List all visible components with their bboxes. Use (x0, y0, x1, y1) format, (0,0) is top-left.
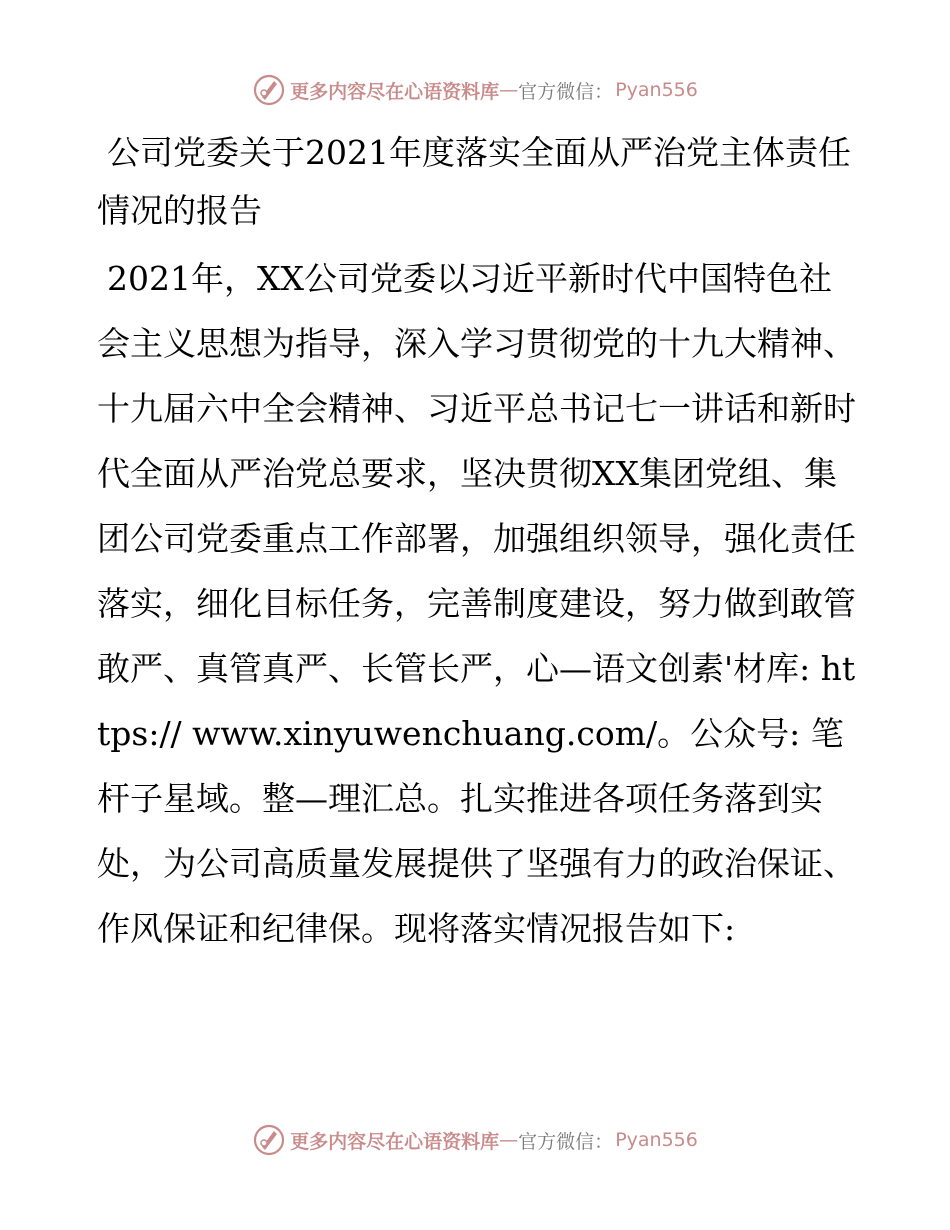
logo-icon (252, 1123, 286, 1157)
banner-dash: — (499, 1129, 519, 1151)
footer-banner (0, 1120, 950, 1160)
document-title: 公司党委关于2021年度落实全面从严治党主体责任情况的报告 (97, 133, 851, 230)
banner-sub-text: 官方微信： (518, 80, 614, 103)
banner-main-text: 更多内容尽在心语资料库 (290, 80, 500, 103)
banner-wechat-id: Pyan556 (615, 79, 698, 101)
header-banner (0, 70, 950, 110)
logo-icon (252, 73, 286, 107)
banner-sub-text: 官方微信： (518, 1130, 614, 1153)
banner-main-text: 更多内容尽在心语资料库 (290, 1130, 500, 1153)
banner-wechat-id: Pyan556 (615, 1129, 698, 1151)
banner-dash: — (499, 79, 519, 101)
document-body: 2021年，XX公司党委以习近平新时代中国特色社会主义思想为指导，深入学习贯彻党的十九大精神、十九届六中全会精神、习近平总书记七一讲话和新时代全面从严治党总要求，坚决贯彻XX集团党组、集团公司党委重点工作部署，加强组织领导，强化责任落实，细化目标任务，完善制度建设，努力做到敢管敢严、真管真严、长管长严，心—语文创素'材库: https:// www.xinyuwenchuang.com/。公众号: 笔杆子星域。整—理汇总。扎实推进各项任务落到实处，为公司高质量发展提供了坚强有力的政治保证、作风保证和纪律保。现将落实情况报告如下: (97, 259, 856, 948)
